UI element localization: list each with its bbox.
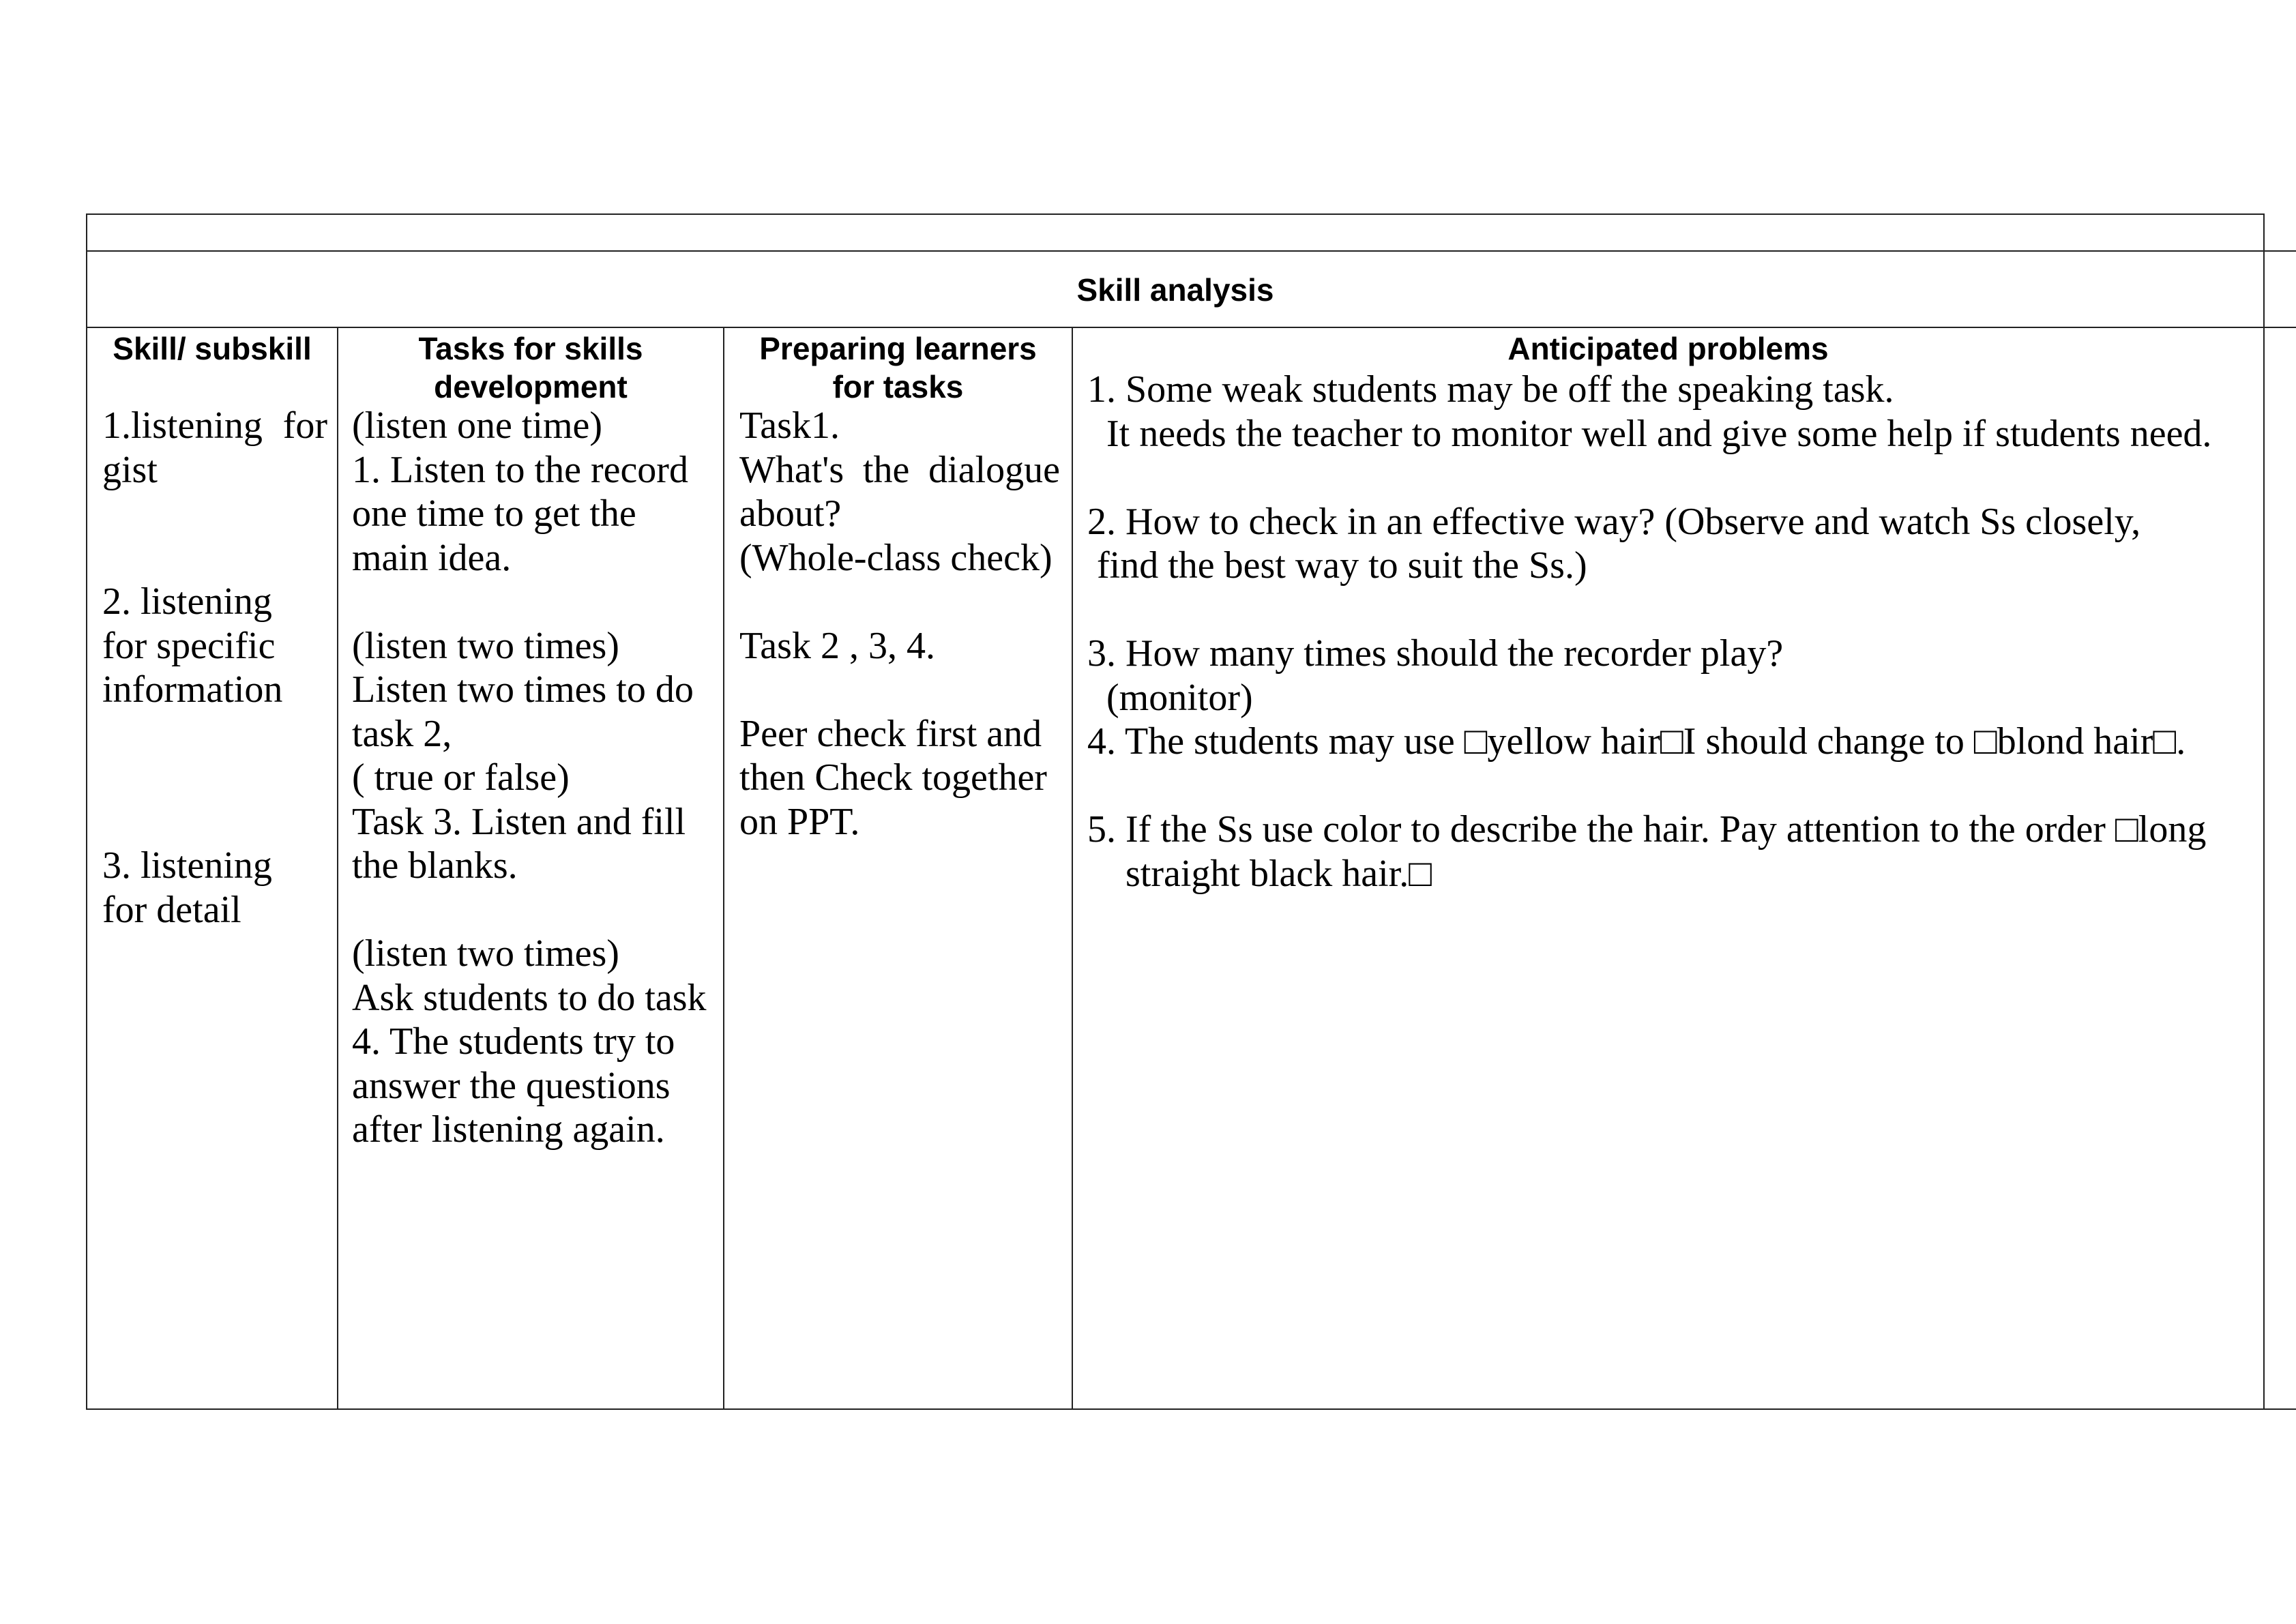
- header-tasks-for-skills: [338, 329, 723, 406]
- problem-line: It needs the teacher to monitor well and give some help if students need.: [1087, 412, 2212, 455]
- problem-line: [1087, 456, 2261, 500]
- skill-line: [102, 404, 327, 448]
- prep-word-whats: What's: [739, 448, 844, 491]
- task-line: Task 3. Listen and fill: [352, 800, 686, 843]
- problem-line: 1. Some weak students may be off the speaking task.: [1087, 368, 1894, 411]
- table-title: Skill analysis: [1076, 272, 1274, 308]
- problem-line: find the best way to suit the Ss.): [1087, 544, 1587, 587]
- problem-line: [1087, 764, 2261, 808]
- skill-line: [102, 536, 327, 580]
- task-line: one time to get the: [352, 492, 636, 535]
- skill-line-1b: for: [282, 404, 327, 447]
- prep-line: about?: [739, 492, 842, 535]
- table-right-border: [2263, 213, 2265, 1410]
- table-left-border: [86, 213, 87, 1410]
- header-tasks-line-2: development: [434, 369, 628, 404]
- skill-line: [102, 756, 327, 800]
- problem-line: 2. How to check in an effective way? (Observe and watch Ss closely,: [1087, 500, 2141, 543]
- task-line: (listen one time): [352, 404, 603, 447]
- title-row-top-border: [86, 250, 2296, 252]
- table-top-border: [86, 213, 2265, 215]
- header-anticipated-problems: Anticipated problems: [1507, 331, 1829, 366]
- skill-line: for detail: [102, 888, 241, 931]
- task-line: Listen two times to do: [352, 668, 694, 711]
- task-line: answer the questions: [352, 1064, 671, 1107]
- problem-line: 3. How many times should the recorder play?: [1087, 632, 1784, 675]
- task-line: [352, 580, 720, 624]
- problem-line: straight black hair.□: [1087, 852, 1432, 895]
- skill-line: [102, 492, 327, 536]
- task-line: (listen two times): [352, 932, 619, 975]
- prep-line: (Whole-class check): [739, 536, 1053, 579]
- problems-cell: [1087, 368, 2261, 896]
- task-line: (listen two times): [352, 624, 619, 667]
- task-line: 4. The students try to: [352, 1020, 675, 1063]
- problem-line: 5. If the Ss use color to describe the hair. Pay attention to the order □long: [1087, 808, 2207, 851]
- prep-line: Task 2 , 3, 4.: [739, 624, 935, 667]
- header-preparing-line-1: Preparing learners: [759, 331, 1037, 366]
- skill-line: for specific: [102, 624, 276, 667]
- prep-line: [739, 580, 1060, 624]
- header-tasks-line-1: Tasks for skills: [418, 331, 643, 366]
- prep-word-dialogue: dialogue: [928, 448, 1060, 491]
- skill-line-1a: 1.listening: [102, 404, 263, 447]
- task-line: task 2,: [352, 712, 452, 755]
- skill-line: [102, 712, 327, 756]
- problem-line: [1087, 588, 2261, 632]
- problem-line: 4. The students may use □yellow hair□I should change to □blond hair□.: [1087, 720, 2186, 763]
- header-preparing-line-2: for tasks: [832, 369, 964, 404]
- task-line: Ask students to do task: [352, 976, 707, 1019]
- task-line: main idea.: [352, 536, 512, 579]
- prep-word-the: the: [862, 448, 910, 491]
- skill-line: 2. listening: [102, 580, 272, 623]
- column-divider-1: [337, 327, 338, 1410]
- problem-line: (monitor): [1087, 676, 1253, 719]
- task-line: [352, 888, 720, 932]
- prep-line: [739, 668, 1060, 712]
- task-line: after listening again.: [352, 1108, 665, 1151]
- tasks-cell: [352, 404, 720, 1152]
- skill-line: gist: [102, 448, 158, 491]
- skill-line: 3. listening: [102, 844, 272, 887]
- prep-line: Peer check first and: [739, 712, 1042, 755]
- preparing-cell: [739, 404, 1060, 844]
- column-divider-2: [723, 327, 724, 1410]
- prep-line: [739, 448, 1060, 492]
- skill-line: information: [102, 668, 283, 711]
- prep-line: on PPT.: [739, 800, 860, 843]
- header-skill-subskill: Skill/ subskill: [113, 331, 312, 366]
- table-bottom-border: [86, 1408, 2296, 1410]
- header-preparing-learners: [724, 329, 1072, 406]
- skill-cell: [102, 404, 327, 932]
- skill-line: [102, 800, 327, 844]
- column-divider-3: [1072, 327, 1073, 1410]
- task-line: ( true or false): [352, 756, 570, 799]
- prep-line: then Check together: [739, 756, 1047, 799]
- prep-line: Task1.: [739, 404, 840, 447]
- header-row-top-border: [86, 327, 2296, 328]
- task-line: the blanks.: [352, 844, 518, 887]
- task-line: 1. Listen to the record: [352, 448, 688, 491]
